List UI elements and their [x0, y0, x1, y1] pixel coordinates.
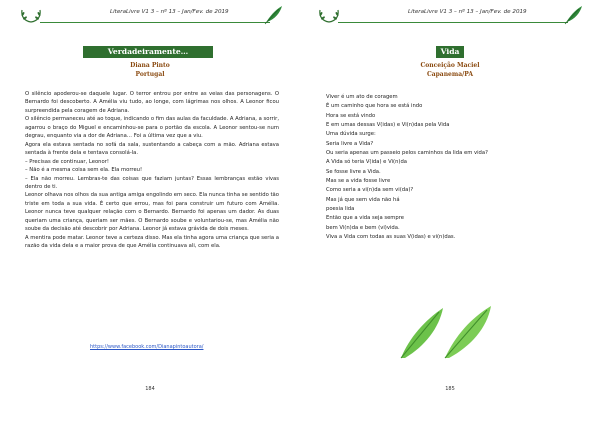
- page-number: 185: [445, 386, 455, 392]
- paragraph: O silêncio permaneceu até ao toque, indicando o fim das aulas da faculdade. A Adriana, a sorrir, agarrou o braço do Miguel e encaminhou-se para o portão da escola. A Leonor sentou-se num degrau, enquanto via a dor de Adriana… Foi a última vez que a viu.: [25, 116, 279, 140]
- poem-line: Viva a Vida com todas as suas V(idas) e vi(n)das.: [326, 234, 456, 241]
- feather-quill-icon: [262, 4, 284, 26]
- paragraph: A mentira pode matar. Leonor teve a certeza disso. Mas ela tinha agora uma criança que seria a razão da vida dela e a maior prova de que Amélia continuava ali, com ela.: [25, 234, 279, 250]
- story-title: Verdadeiramente…: [83, 46, 213, 58]
- feather-quill-icon: [562, 4, 584, 26]
- paragraph: – Precisas de continuar, Leonor!: [25, 158, 109, 165]
- poem-body: [326, 93, 488, 243]
- header-text: LiteraLivre V1 3 – nº 13 – Jan/Fev. de 2019: [408, 9, 527, 15]
- poem-line: Se fosse livre a Vida.: [326, 168, 381, 175]
- header-rule: [338, 22, 568, 23]
- poem-line: Hora se está vindo: [326, 112, 376, 119]
- header-rule: [40, 22, 270, 23]
- paragraph: – Ela não morreu. Lembras-te das coisas que faziam juntas? Essas lembranças estão vivas dentro de ti.: [25, 175, 279, 190]
- poem-line: E em umas dessas V(idas) e Vi(n)das pela Vida: [326, 122, 450, 129]
- laurel-wreath-icon: [18, 6, 44, 26]
- poem-line: Seria livre a Vida?: [326, 140, 374, 147]
- page-number: 184: [145, 386, 155, 392]
- right-page: [300, 0, 600, 424]
- header-text: LiteraLivre V1 3 – nº 13 – Jan/Fev. de 2019: [110, 9, 229, 15]
- poem-title: Vida: [436, 46, 464, 58]
- poem-line: A Vida só teria V(ida) e Vi(n)da: [326, 159, 407, 166]
- laurel-wreath-icon: [316, 6, 342, 26]
- author-name: Conceição Maciel: [420, 62, 480, 69]
- paragraph: O silêncio apoderou-se daquele lugar. O terror entrou por entre as veias das personagens. O Bernardo foi descoberto. A Amélia viu tudo, ao longe, com lágrimas nos olhos. A Leonor ficou surpreendida pela coragem de Adriana.: [25, 91, 279, 114]
- poem-line: É um caminho que hora se está indo: [326, 103, 423, 110]
- story-body: [25, 90, 279, 251]
- poem-line: Como seria a vi(n)da sem vi(da)?: [326, 187, 414, 194]
- author-place: Capanema/PA: [426, 71, 474, 78]
- paragraph: Leonor olhava nos olhos da sua antiga amiga engolindo em seco. Ela nunca tinha se sentido tão triste em toda a sua vida. É certo que errou, mas foi para construir um futuro com Amélia. Leonor nunca teve qualquer relação com o Bernardo. Bernardo foi apenas um dador. As duas queriam uma criança, queriam ser mães. O Bernardo soube e voluntariou-se, mas Amélia não soube da decisão até descobrir por Adriana. Leonor já estava grávida de dois meses.: [25, 192, 279, 233]
- author-country: Portugal: [135, 71, 165, 78]
- green-leaf-icon: [395, 300, 515, 362]
- poem-line: Então que a vida seja sempre: [326, 215, 405, 222]
- poem-line: bem Vi(n)da e bem (vi)vida.: [326, 224, 400, 231]
- poem-line: Mas já que sem vida não há: [326, 196, 400, 203]
- paragraph: Agora ela estava sentada no sofá da sala, sustentando a cabeça com a mão. Adriana estava sentada à frente dela e tentava consolá-la.: [25, 141, 279, 157]
- author-facebook-link[interactable]: https://www.facebook.com/Dianapintoautora/: [90, 344, 204, 350]
- poem-line: Mas se a vida fosse livre: [326, 178, 391, 185]
- paragraph: – Não é a mesma coisa sem ela. Ela morreu!: [25, 167, 143, 174]
- poem-line: Uma dúvida surge:: [326, 131, 376, 138]
- author-name: Diana Pinto: [130, 62, 170, 69]
- poem-line: Viver é um ato de coragem: [326, 94, 398, 100]
- poem-line: poesia lida: [326, 206, 355, 213]
- poem-line: Ou seria apenas um passeio pelos caminhos da lida em vida?: [326, 150, 488, 157]
